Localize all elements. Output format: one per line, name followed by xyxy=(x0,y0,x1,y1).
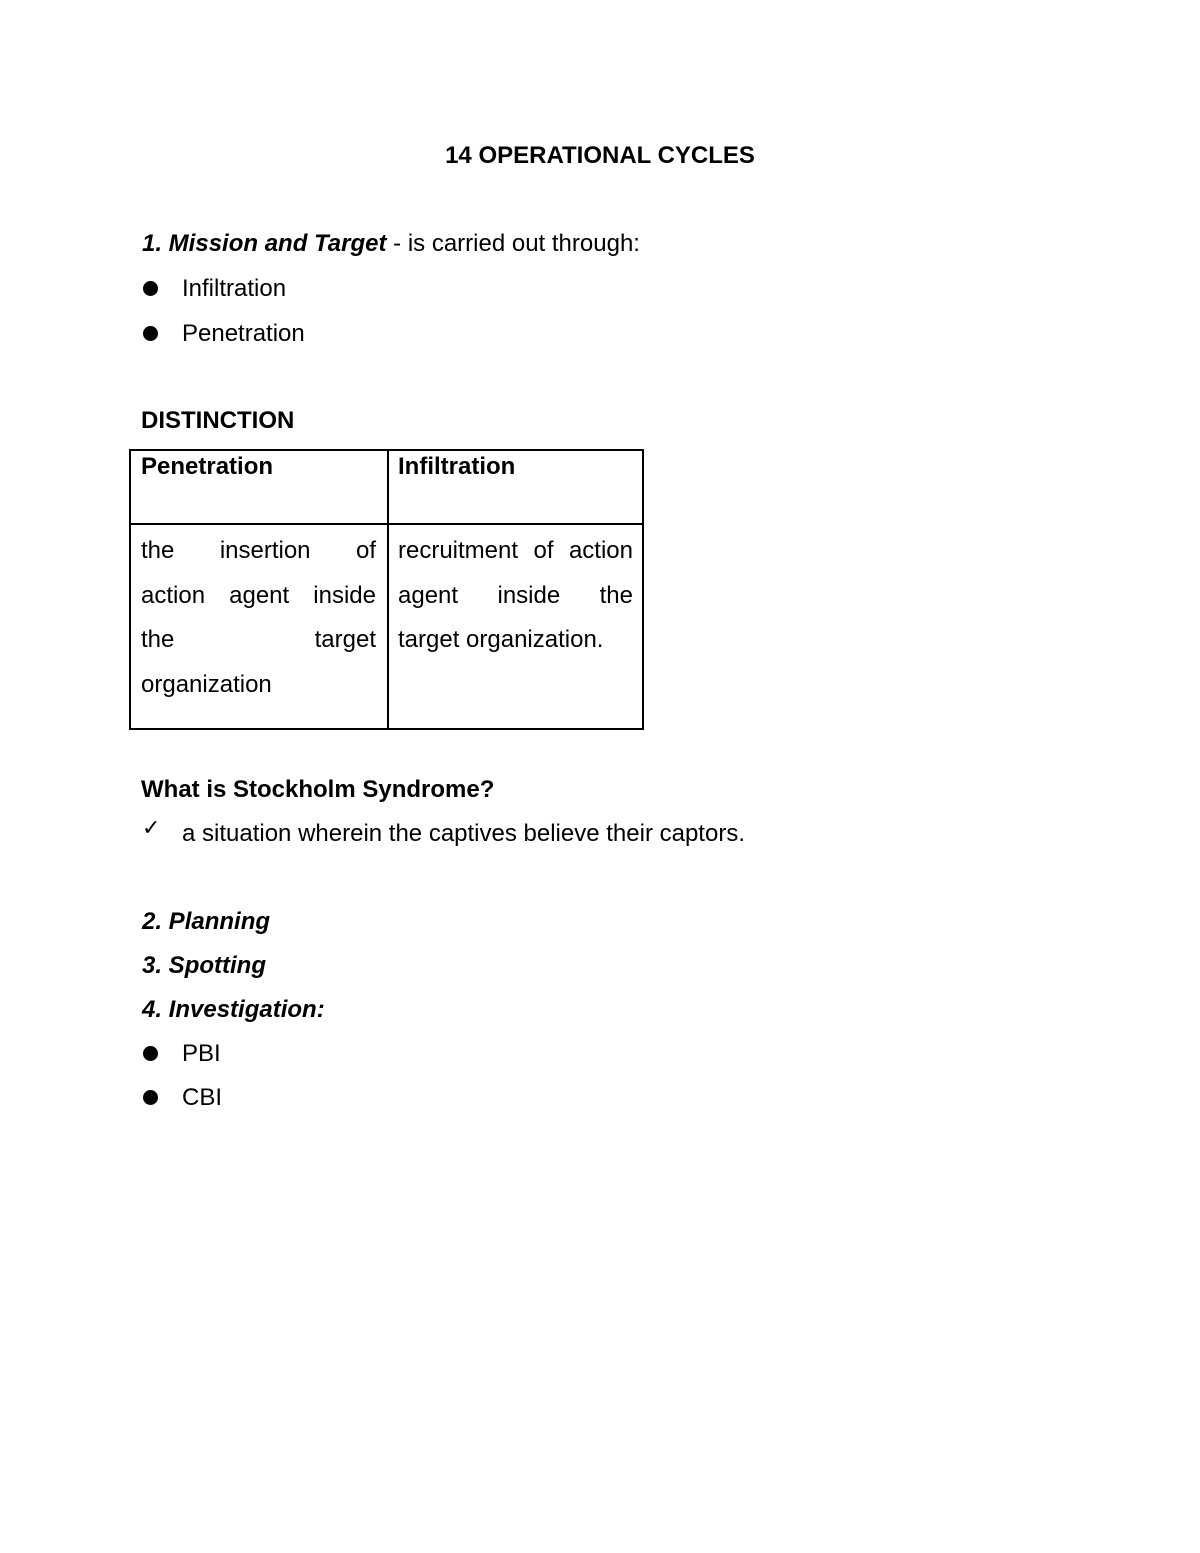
checkmark-icon: ✓ xyxy=(142,816,161,841)
cell-line xyxy=(398,574,633,619)
table-header-infiltration: Infiltration xyxy=(398,453,516,480)
section-4-heading: 4. Investigation: xyxy=(142,996,325,1023)
word: target organization. xyxy=(398,626,604,653)
table-cell-penetration xyxy=(141,529,376,707)
word: insertion xyxy=(219,537,311,564)
word: of xyxy=(533,537,554,564)
cell-line xyxy=(398,529,633,574)
word: inside xyxy=(313,581,376,609)
cell-line xyxy=(141,663,376,708)
cell-line xyxy=(141,618,376,663)
section-2-heading: 2. Planning xyxy=(142,908,271,935)
cell-line xyxy=(141,574,376,619)
cell-line xyxy=(398,618,633,663)
bullet-icon xyxy=(143,326,158,341)
list-item: CBI xyxy=(182,1084,223,1111)
distinction-heading: DISTINCTION xyxy=(141,407,295,434)
stockholm-answer: a situation wherein the captives believe their captors. xyxy=(182,820,745,847)
table-divider-horizontal xyxy=(131,523,642,525)
bullet-icon xyxy=(143,1046,158,1061)
section-3-heading: 3. Spotting xyxy=(142,952,266,979)
bullet-icon xyxy=(143,1090,158,1105)
bullet-icon xyxy=(143,281,158,296)
section-1-suffix: - is carried out through: xyxy=(386,230,640,257)
word: organization xyxy=(141,670,272,698)
table-header-penetration: Penetration xyxy=(141,453,274,480)
list-item: Penetration xyxy=(182,320,305,347)
word: the xyxy=(141,537,175,564)
list-item: Infiltration xyxy=(182,275,287,302)
word: inside xyxy=(497,581,561,609)
list-item: PBI xyxy=(182,1040,221,1067)
word: the xyxy=(599,581,633,609)
table-divider-vertical xyxy=(387,451,389,728)
cell-line xyxy=(141,529,376,574)
table-cell-infiltration xyxy=(398,529,633,663)
page-title: 14 OPERATIONAL CYCLES xyxy=(445,142,755,169)
word: the xyxy=(141,626,175,653)
word: agent xyxy=(398,581,459,609)
word: action xyxy=(141,581,206,609)
word: of xyxy=(355,537,376,564)
section-1-heading xyxy=(142,232,640,256)
word: agent xyxy=(229,581,290,609)
distinction-table xyxy=(129,449,644,730)
section-1-title: 1. Mission and Target xyxy=(142,230,387,257)
word: target xyxy=(314,626,376,653)
word: recruitment xyxy=(398,537,519,564)
word: action xyxy=(568,537,633,564)
stockholm-question: What is Stockholm Syndrome? xyxy=(141,776,495,803)
